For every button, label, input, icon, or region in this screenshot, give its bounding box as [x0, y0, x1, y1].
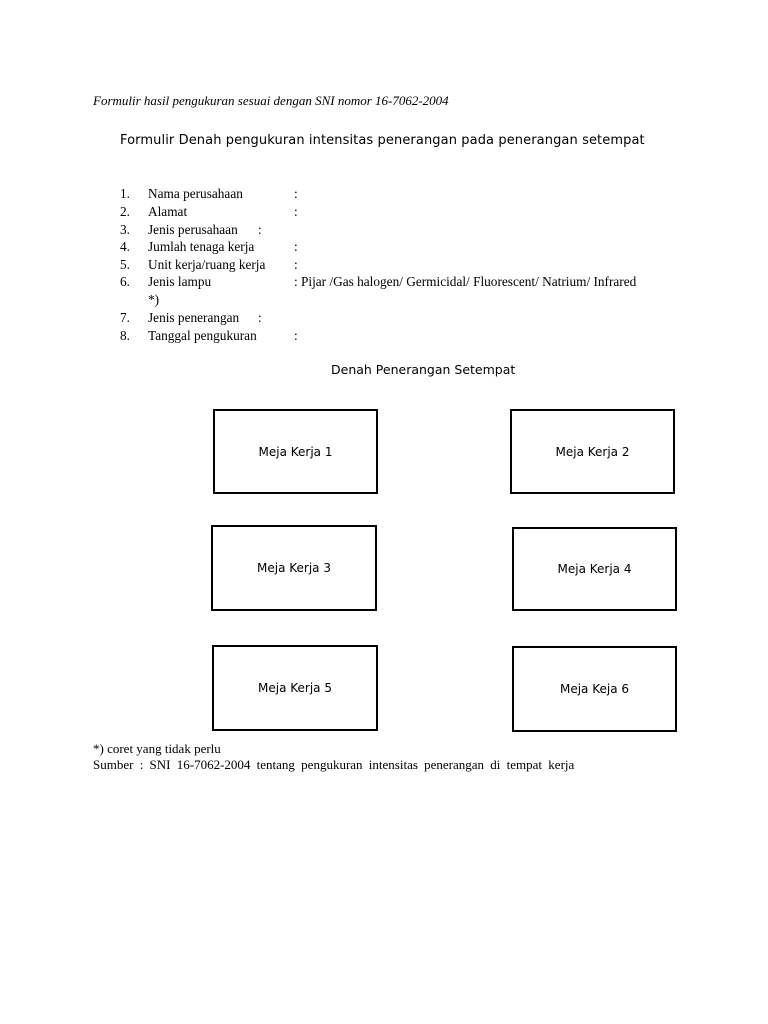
- field-number: 5.: [120, 257, 130, 272]
- field-label: Jenis penerangan: [148, 310, 240, 325]
- desk-box: [212, 645, 378, 731]
- form-title: Formulir Denah pengukuran intensitas penerangan pada penerangan setempat: [120, 133, 645, 148]
- document-heading: Formulir hasil pengukuran sesuai dengan SNI nomor 16-7062-2004: [93, 93, 449, 108]
- field-separator: :: [294, 186, 298, 201]
- field-separator: :: [294, 274, 298, 289]
- field-separator: :: [294, 257, 298, 272]
- field-number: 3.: [120, 222, 130, 237]
- source-note: Sumber : SNI 16-7062-2004 tentang pengukuran intensitas penerangan di tempat kerja: [93, 757, 575, 772]
- field-label: Jumlah tenaga kerja: [148, 239, 255, 254]
- desk-label: Meja Kerja 2: [555, 444, 630, 459]
- desk-label: Meja Kerja 5: [258, 681, 332, 695]
- field-label: Alamat: [148, 204, 188, 219]
- desk-label: Meja Kerja 4: [557, 562, 632, 576]
- field-label: Unit kerja/ruang kerja: [148, 257, 266, 272]
- field-value: Pijar /Gas halogen/ Germicidal/ Fluorescent/ Natrium/ Infrared: [301, 274, 637, 289]
- field-separator: :: [258, 222, 262, 237]
- field-number: 6.: [120, 274, 130, 289]
- desk-box: [510, 409, 675, 494]
- desk-label: Meja Kerja 1: [258, 444, 333, 459]
- desk-box: [512, 527, 677, 611]
- desk-box: [211, 525, 377, 611]
- field-value-continuation: *): [148, 292, 160, 307]
- footnote: *) coret yang tidak perlu: [93, 741, 221, 756]
- field-number: 7.: [120, 310, 130, 325]
- field-separator: :: [258, 310, 262, 325]
- plan-title: Denah Penerangan Setempat: [331, 362, 516, 377]
- field-label: Tanggal pengukuran: [148, 328, 257, 343]
- desk-label: Meja Keja 6: [559, 682, 630, 696]
- field-label: Jenis perusahaan: [148, 222, 238, 237]
- field-separator: :: [294, 328, 298, 343]
- desk-label: Meja Kerja 3: [257, 561, 331, 575]
- field-label: Jenis lampu: [148, 274, 212, 289]
- field-number: 2.: [120, 204, 130, 219]
- field-number: 8.: [120, 328, 130, 343]
- desk-box: [213, 409, 378, 494]
- field-separator: :: [294, 239, 298, 254]
- field-separator: :: [294, 204, 298, 219]
- field-number: 4.: [120, 239, 130, 254]
- desk-box: [512, 646, 677, 732]
- field-label: Nama perusahaan: [148, 186, 243, 201]
- field-number: 1.: [120, 186, 130, 201]
